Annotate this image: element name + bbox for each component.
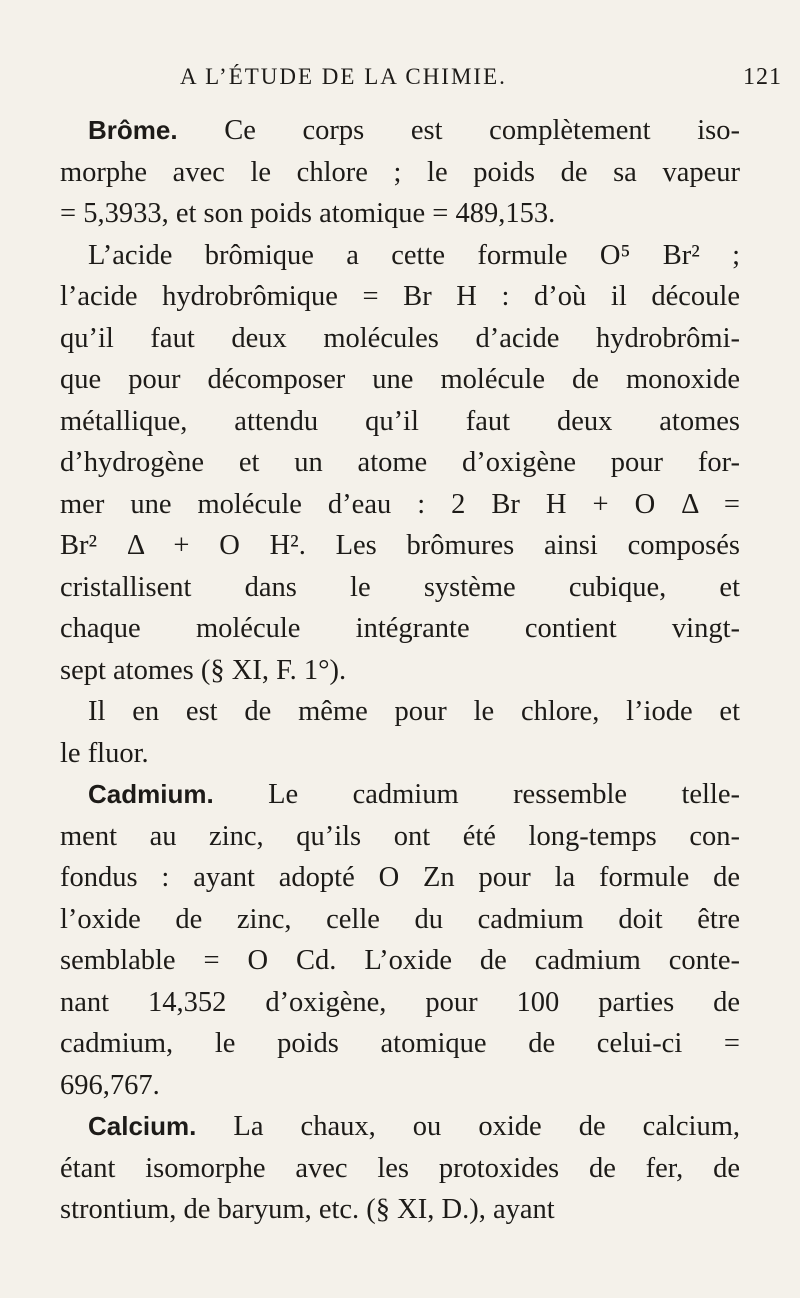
text-line: sept atomes (§ XI, F. 1°). — [60, 654, 347, 686]
page-header — [150, 58, 782, 98]
text-line: mer une molécule d’eau : 2 Br H + O Δ = — [60, 488, 740, 520]
text-line: l’oxide de zinc, celle du cadmium doit être — [60, 903, 740, 935]
paragraph-chlore-iode — [60, 691, 740, 774]
paragraph-acide-bromique — [60, 235, 740, 692]
text-line: strontium, de baryum, etc. (§ XI, D.), ayant — [60, 1194, 555, 1225]
paragraph-cadmium — [60, 774, 740, 1106]
section-heading-brome: Brôme. — [88, 115, 178, 145]
text-line: que pour décomposer une molécule de monoxide — [60, 364, 740, 395]
text-line: fondus : ayant adopté O Zn pour la formule de — [60, 862, 740, 893]
text-line: semblable = O Cd. L’oxide de cadmium conte- — [60, 945, 740, 976]
text-line: cadmium, le poids atomique de celui-ci = — [60, 1028, 740, 1059]
text-line: étant isomorphe avec les protoxides de fer, de — [60, 1152, 740, 1184]
text-line: qu’il faut deux molécules d’acide hydrobrômi- — [60, 322, 740, 354]
text-line: 696,767. — [60, 1069, 160, 1101]
text-line: d’hydrogène et un atome d’oxigène pour for- — [60, 447, 740, 478]
text-line: Brôme. Ce corps est complètement iso- — [88, 115, 740, 146]
text-line: L’acide brômique a cette formule O⁵ Br² ; — [88, 239, 740, 271]
text-line: ment au zinc, qu’ils ont été long-temps con- — [60, 820, 740, 852]
text-line: chaque molécule intégrante contient vingt- — [60, 613, 740, 644]
page-number: 121 — [743, 64, 782, 90]
text-line: Cadmium. Le cadmium ressemble telle- — [88, 779, 740, 810]
running-title: A L’ÉTUDE DE LA CHIMIE. — [180, 64, 507, 89]
text-line: Br² Δ + O H². Les brômures ainsi composés — [60, 530, 740, 561]
text-line: Il en est de même pour le chlore, l’iode et — [88, 696, 740, 727]
text-line: l’acide hydrobrômique = Br H : d’où il découle — [60, 281, 740, 312]
text-line: métallique, attendu qu’il faut deux atomes — [60, 405, 740, 437]
page-body — [60, 110, 740, 1231]
text-line: Calcium. La chaux, ou oxide de calcium, — [88, 1111, 740, 1142]
paragraph-calcium — [60, 1106, 740, 1231]
section-heading-calcium: Calcium. — [88, 1111, 197, 1141]
text-line: le fluor. — [60, 737, 149, 769]
text-line: morphe avec le chlore ; le poids de sa vapeur — [60, 156, 740, 188]
paragraph-brome — [60, 110, 740, 235]
text-line: = 5,3933, et son poids atomique = 489,153. — [60, 198, 556, 229]
section-heading-cadmium: Cadmium. — [88, 779, 214, 809]
text-line: cristallisent dans le système cubique, et — [60, 571, 740, 603]
text-line: nant 14,352 d’oxigène, pour 100 parties de — [60, 986, 740, 1018]
